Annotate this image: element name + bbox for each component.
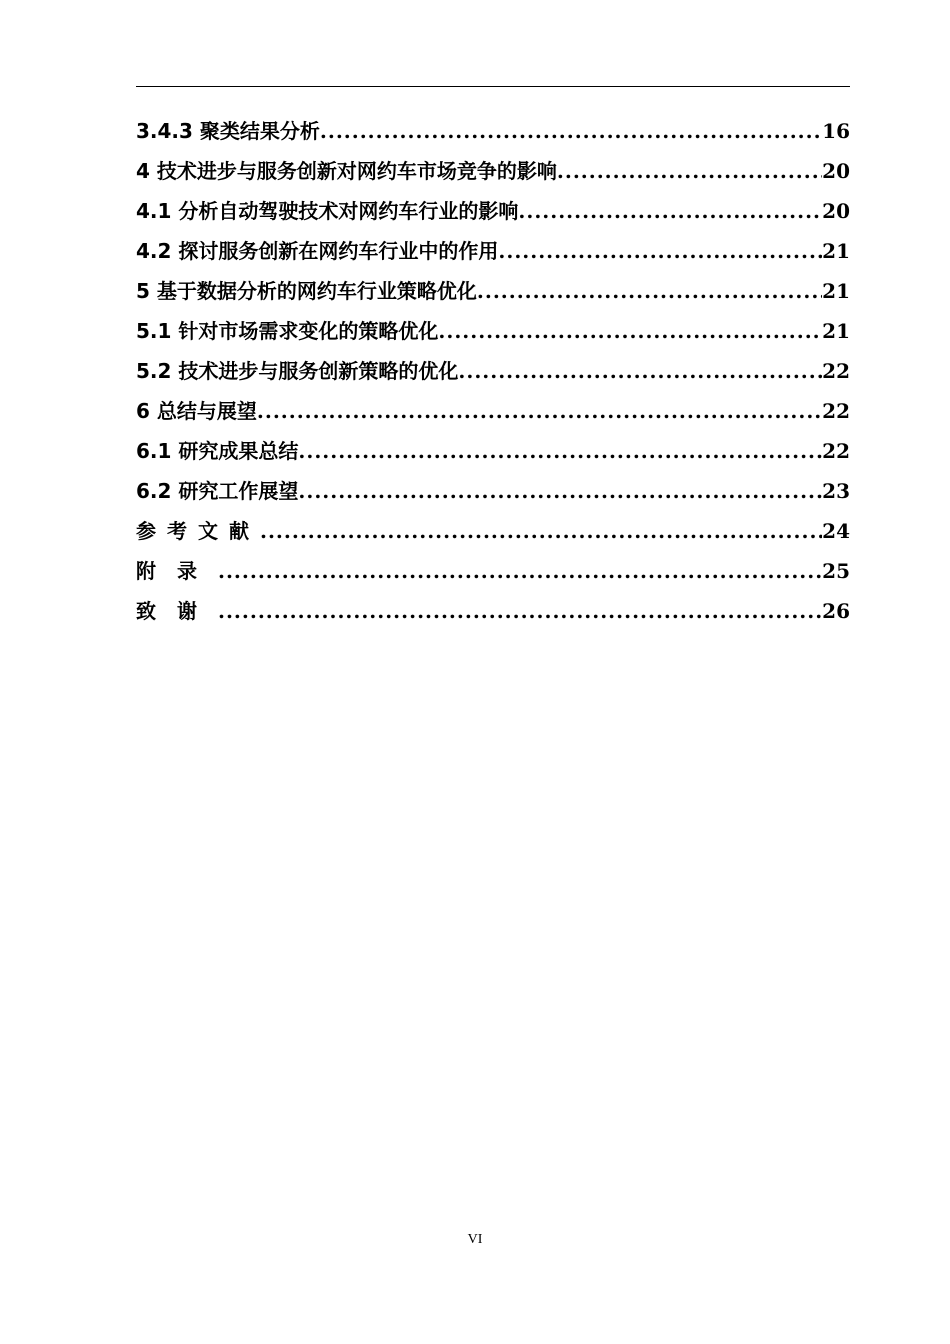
toc-entry-5[interactable] <box>136 275 850 315</box>
toc-entry-title: 4.1 分析自动驾驶技术对网约车行业的影响 <box>136 199 519 223</box>
toc-entry-5-2[interactable] <box>136 355 850 395</box>
toc-dot-leader <box>298 439 822 463</box>
toc-dot-leader <box>260 519 822 543</box>
toc-dot-leader <box>320 119 822 143</box>
toc-entry-page: 26 <box>822 599 850 623</box>
toc-entry-6-1[interactable] <box>136 435 850 475</box>
toc-entry-title: 附录 <box>136 559 218 583</box>
header-rule <box>136 86 850 87</box>
toc-entry-page: 20 <box>822 159 850 183</box>
toc-entry-title: 6.2 研究工作展望 <box>136 479 299 503</box>
toc-entry-title: 致谢 <box>136 599 218 623</box>
toc-entry-3-4-3[interactable] <box>136 115 850 155</box>
table-of-contents <box>136 115 850 635</box>
toc-dot-leader <box>438 319 822 343</box>
toc-entry-appendix[interactable] <box>136 555 850 595</box>
toc-entry-title: 3.4.3 聚类结果分析 <box>136 119 320 143</box>
toc-entry-title: 5 基于数据分析的网约车行业策略优化 <box>136 279 477 303</box>
page-number: VI <box>467 1232 483 1247</box>
toc-entry-title: 6 总结与展望 <box>136 399 257 423</box>
toc-entry-acknowledgements[interactable] <box>136 595 850 635</box>
toc-entry-4-1[interactable] <box>136 195 850 235</box>
toc-dot-leader <box>518 199 822 223</box>
toc-entry-6[interactable] <box>136 395 850 435</box>
toc-dot-leader <box>218 559 822 583</box>
toc-entry-page: 20 <box>822 199 850 223</box>
toc-entry-page: 16 <box>822 119 850 143</box>
toc-entry-title: 6.1 研究成果总结 <box>136 439 299 463</box>
toc-entry-5-1[interactable] <box>136 315 850 355</box>
toc-entry-title: 5.1 针对市场需求变化的策略优化 <box>136 319 439 343</box>
toc-entry-6-2[interactable] <box>136 475 850 515</box>
toc-entry-title: 4.2 探讨服务创新在网约车行业中的作用 <box>136 239 499 263</box>
toc-entry-references[interactable] <box>136 515 850 555</box>
toc-entry-page: 22 <box>822 439 850 463</box>
toc-dot-leader <box>458 359 822 383</box>
toc-entry-4[interactable] <box>136 155 850 195</box>
toc-dot-leader <box>218 599 822 623</box>
toc-entry-title: 5.2 技术进步与服务创新策略的优化 <box>136 359 459 383</box>
toc-entry-page: 24 <box>822 519 850 543</box>
toc-entry-page: 21 <box>822 239 850 263</box>
toc-dot-leader <box>257 399 822 423</box>
toc-entry-page: 22 <box>822 359 850 383</box>
toc-dot-leader <box>557 159 822 183</box>
toc-entry-page: 23 <box>822 479 850 503</box>
toc-dot-leader <box>477 279 822 303</box>
toc-entry-page: 22 <box>822 399 850 423</box>
toc-entry-page: 25 <box>822 559 850 583</box>
toc-entry-title: 参考文献 <box>136 519 260 543</box>
toc-entry-page: 21 <box>822 279 850 303</box>
toc-dot-leader <box>498 239 822 263</box>
toc-entry-title: 4 技术进步与服务创新对网约车市场竞争的影响 <box>136 159 557 183</box>
toc-entry-4-2[interactable] <box>136 235 850 275</box>
toc-dot-leader <box>298 479 822 503</box>
toc-entry-page: 21 <box>822 319 850 343</box>
